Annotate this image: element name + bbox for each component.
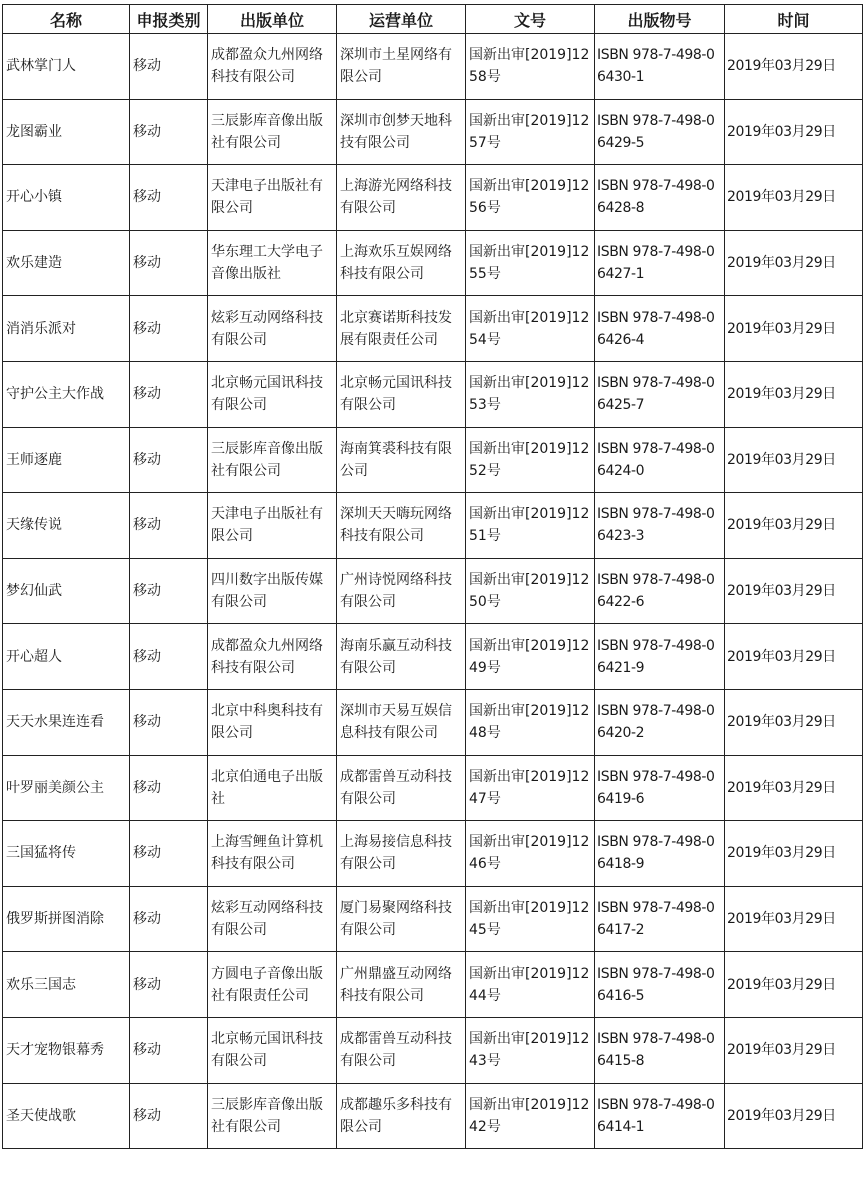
header-doc-number: 文号	[466, 5, 595, 34]
category-cell: 移动	[130, 1017, 208, 1083]
isbn-cell: ISBN 978-7-498-06426-4	[595, 296, 725, 362]
category-cell: 移动	[130, 493, 208, 559]
date-cell: 2019年03月29日	[725, 34, 863, 100]
doc-number-cell: 国新出审[2019]1243号	[466, 1017, 595, 1083]
publisher-cell: 华东理工大学电子音像出版社	[208, 230, 337, 296]
table-row	[3, 230, 863, 296]
category-cell: 移动	[130, 755, 208, 821]
category-cell: 移动	[130, 99, 208, 165]
publisher-cell: 三辰影库音像出版社有限公司	[208, 1083, 337, 1149]
operator-cell: 深圳市土星网络有限公司	[337, 34, 466, 100]
doc-number-cell: 国新出审[2019]1246号	[466, 821, 595, 887]
table-row	[3, 296, 863, 362]
operator-cell: 深圳市创梦天地科技有限公司	[337, 99, 466, 165]
table-row	[3, 34, 863, 100]
operator-cell: 上海易接信息科技有限公司	[337, 821, 466, 887]
table-row	[3, 427, 863, 493]
publisher-cell: 三辰影库音像出版社有限公司	[208, 427, 337, 493]
table-row	[3, 624, 863, 690]
operator-cell: 深圳市天易互娱信息科技有限公司	[337, 689, 466, 755]
date-cell: 2019年03月29日	[725, 296, 863, 362]
date-cell: 2019年03月29日	[725, 427, 863, 493]
game-name-cell: 天缘传说	[3, 493, 130, 559]
isbn-cell: ISBN 978-7-498-06414-1	[595, 1083, 725, 1149]
publisher-cell: 天津电子出版社有限公司	[208, 493, 337, 559]
date-cell: 2019年03月29日	[725, 361, 863, 427]
publisher-cell: 北京畅元国讯科技有限公司	[208, 1017, 337, 1083]
date-cell: 2019年03月29日	[725, 886, 863, 952]
date-cell: 2019年03月29日	[725, 230, 863, 296]
game-name-cell: 天才宠物银幕秀	[3, 1017, 130, 1083]
table-row	[3, 1017, 863, 1083]
table-row	[3, 755, 863, 821]
doc-number-cell: 国新出审[2019]1242号	[466, 1083, 595, 1149]
game-name-cell: 三国猛将传	[3, 821, 130, 887]
isbn-cell: ISBN 978-7-498-06428-8	[595, 165, 725, 231]
publisher-cell: 天津电子出版社有限公司	[208, 165, 337, 231]
table-row	[3, 361, 863, 427]
doc-number-cell: 国新出审[2019]1245号	[466, 886, 595, 952]
doc-number-cell: 国新出审[2019]1251号	[466, 493, 595, 559]
category-cell: 移动	[130, 230, 208, 296]
table-row	[3, 493, 863, 559]
table-body	[3, 34, 863, 1149]
isbn-cell: ISBN 978-7-498-06427-1	[595, 230, 725, 296]
header-row	[3, 5, 863, 34]
operator-cell: 深圳天天嗨玩网络科技有限公司	[337, 493, 466, 559]
header-name: 名称	[3, 5, 130, 34]
operator-cell: 上海欢乐互娱网络科技有限公司	[337, 230, 466, 296]
doc-number-cell: 国新出审[2019]1252号	[466, 427, 595, 493]
publisher-cell: 成都盈众九州网络科技有限公司	[208, 624, 337, 690]
category-cell: 移动	[130, 821, 208, 887]
header-date: 时间	[725, 5, 863, 34]
game-name-cell: 欢乐建造	[3, 230, 130, 296]
category-cell: 移动	[130, 952, 208, 1018]
category-cell: 移动	[130, 689, 208, 755]
operator-cell: 厦门易聚网络科技有限公司	[337, 886, 466, 952]
date-cell: 2019年03月29日	[725, 821, 863, 887]
header-type: 申报类别	[130, 5, 208, 34]
category-cell: 移动	[130, 886, 208, 952]
table-row	[3, 952, 863, 1018]
category-cell: 移动	[130, 624, 208, 690]
doc-number-cell: 国新出审[2019]1254号	[466, 296, 595, 362]
publisher-cell: 炫彩互动网络科技有限公司	[208, 296, 337, 362]
publisher-cell: 三辰影库音像出版社有限公司	[208, 99, 337, 165]
doc-number-cell: 国新出审[2019]1244号	[466, 952, 595, 1018]
publisher-cell: 上海雪鲤鱼计算机科技有限公司	[208, 821, 337, 887]
operator-cell: 北京赛诺斯科技发展有限责任公司	[337, 296, 466, 362]
isbn-cell: ISBN 978-7-498-06430-1	[595, 34, 725, 100]
game-name-cell: 武林掌门人	[3, 34, 130, 100]
doc-number-cell: 国新出审[2019]1249号	[466, 624, 595, 690]
date-cell: 2019年03月29日	[725, 1083, 863, 1149]
publisher-cell: 方圆电子音像出版社有限责任公司	[208, 952, 337, 1018]
doc-number-cell: 国新出审[2019]1247号	[466, 755, 595, 821]
approval-table	[2, 4, 863, 1149]
isbn-cell: ISBN 978-7-498-06422-6	[595, 558, 725, 624]
game-name-cell: 守护公主大作战	[3, 361, 130, 427]
game-name-cell: 俄罗斯拼图消除	[3, 886, 130, 952]
operator-cell: 海南箕裘科技有限公司	[337, 427, 466, 493]
table-row	[3, 886, 863, 952]
publisher-cell: 四川数字出版传媒有限公司	[208, 558, 337, 624]
publisher-cell: 北京伯通电子出版社	[208, 755, 337, 821]
category-cell: 移动	[130, 34, 208, 100]
isbn-cell: ISBN 978-7-498-06417-2	[595, 886, 725, 952]
date-cell: 2019年03月29日	[725, 493, 863, 559]
isbn-cell: ISBN 978-7-498-06424-0	[595, 427, 725, 493]
operator-cell: 广州诗悦网络科技有限公司	[337, 558, 466, 624]
table-row	[3, 558, 863, 624]
game-name-cell: 天天水果连连看	[3, 689, 130, 755]
publisher-cell: 北京畅元国讯科技有限公司	[208, 361, 337, 427]
table-row	[3, 165, 863, 231]
isbn-cell: ISBN 978-7-498-06416-5	[595, 952, 725, 1018]
operator-cell: 成都雷兽互动科技有限公司	[337, 1017, 466, 1083]
publisher-cell: 北京中科奥科技有限公司	[208, 689, 337, 755]
doc-number-cell: 国新出审[2019]1250号	[466, 558, 595, 624]
operator-cell: 成都雷兽互动科技有限公司	[337, 755, 466, 821]
operator-cell: 北京畅元国讯科技有限公司	[337, 361, 466, 427]
date-cell: 2019年03月29日	[725, 558, 863, 624]
publisher-cell: 炫彩互动网络科技有限公司	[208, 886, 337, 952]
doc-number-cell: 国新出审[2019]1258号	[466, 34, 595, 100]
date-cell: 2019年03月29日	[725, 624, 863, 690]
game-name-cell: 消消乐派对	[3, 296, 130, 362]
isbn-cell: ISBN 978-7-498-06420-2	[595, 689, 725, 755]
date-cell: 2019年03月29日	[725, 755, 863, 821]
date-cell: 2019年03月29日	[725, 1017, 863, 1083]
game-name-cell: 龙图霸业	[3, 99, 130, 165]
date-cell: 2019年03月29日	[725, 165, 863, 231]
doc-number-cell: 国新出审[2019]1256号	[466, 165, 595, 231]
game-name-cell: 圣天使战歌	[3, 1083, 130, 1149]
date-cell: 2019年03月29日	[725, 952, 863, 1018]
operator-cell: 广州鼎盛互动网络科技有限公司	[337, 952, 466, 1018]
date-cell: 2019年03月29日	[725, 689, 863, 755]
isbn-cell: ISBN 978-7-498-06425-7	[595, 361, 725, 427]
table-row	[3, 689, 863, 755]
doc-number-cell: 国新出审[2019]1255号	[466, 230, 595, 296]
category-cell: 移动	[130, 296, 208, 362]
game-name-cell: 开心小镇	[3, 165, 130, 231]
category-cell: 移动	[130, 558, 208, 624]
table-row	[3, 821, 863, 887]
category-cell: 移动	[130, 427, 208, 493]
isbn-cell: ISBN 978-7-498-06415-8	[595, 1017, 725, 1083]
header-isbn: 出版物号	[595, 5, 725, 34]
game-name-cell: 叶罗丽美颜公主	[3, 755, 130, 821]
table-row	[3, 99, 863, 165]
table-row	[3, 1083, 863, 1149]
operator-cell: 上海游光网络科技有限公司	[337, 165, 466, 231]
header-operator: 运营单位	[337, 5, 466, 34]
category-cell: 移动	[130, 1083, 208, 1149]
isbn-cell: ISBN 978-7-498-06429-5	[595, 99, 725, 165]
category-cell: 移动	[130, 165, 208, 231]
category-cell: 移动	[130, 361, 208, 427]
isbn-cell: ISBN 978-7-498-06419-6	[595, 755, 725, 821]
isbn-cell: ISBN 978-7-498-06421-9	[595, 624, 725, 690]
isbn-cell: ISBN 978-7-498-06423-3	[595, 493, 725, 559]
doc-number-cell: 国新出审[2019]1253号	[466, 361, 595, 427]
isbn-cell: ISBN 978-7-498-06418-9	[595, 821, 725, 887]
header-publisher: 出版单位	[208, 5, 337, 34]
date-cell: 2019年03月29日	[725, 99, 863, 165]
doc-number-cell: 国新出审[2019]1257号	[466, 99, 595, 165]
doc-number-cell: 国新出审[2019]1248号	[466, 689, 595, 755]
publisher-cell: 成都盈众九州网络科技有限公司	[208, 34, 337, 100]
game-name-cell: 梦幻仙武	[3, 558, 130, 624]
operator-cell: 海南乐赢互动科技有限公司	[337, 624, 466, 690]
game-name-cell: 开心超人	[3, 624, 130, 690]
game-name-cell: 王师逐鹿	[3, 427, 130, 493]
operator-cell: 成都趣乐多科技有限公司	[337, 1083, 466, 1149]
game-name-cell: 欢乐三国志	[3, 952, 130, 1018]
